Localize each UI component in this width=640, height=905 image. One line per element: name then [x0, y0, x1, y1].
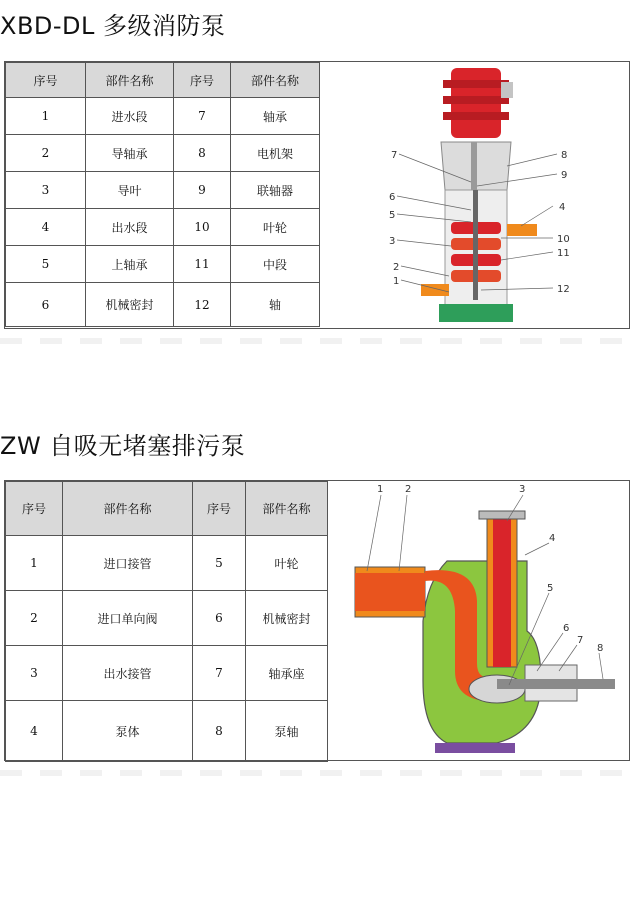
- callout-label: 2: [393, 262, 400, 273]
- outlet-pipe: [507, 224, 537, 236]
- table-row: [6, 646, 328, 701]
- header-cell: 序号: [174, 63, 231, 98]
- xbd-dl-pump-diagram: [321, 62, 629, 328]
- table-header-row: [6, 482, 328, 536]
- table-cell: 7: [174, 98, 231, 135]
- shaft: [473, 190, 478, 300]
- header-cell: 序号: [6, 63, 86, 98]
- table-cell: 3: [6, 172, 86, 209]
- table-cell: 机械密封: [86, 283, 174, 327]
- table-cell: 8: [174, 135, 231, 172]
- outlet-flow: [493, 517, 511, 667]
- motor-fin: [443, 96, 509, 104]
- scan-artifact: [0, 770, 640, 776]
- zw-parts-table: [5, 481, 328, 762]
- zw-parts-panel: [4, 480, 630, 761]
- table-row: [6, 135, 320, 172]
- zw-pump-diagram: [327, 481, 629, 760]
- section1-title: XBD-DL 多级消防泵: [0, 12, 226, 40]
- table-cell: 2: [6, 135, 86, 172]
- table-cell: 5: [193, 536, 246, 591]
- table-cell: 导轴承: [86, 135, 174, 172]
- table-cell: 7: [193, 646, 246, 701]
- table-row: [6, 536, 328, 591]
- table-cell: 12: [174, 283, 231, 327]
- pump-base: [435, 743, 515, 753]
- table-row: [6, 591, 328, 646]
- table-cell: 叶轮: [246, 536, 328, 591]
- inlet-flow: [355, 573, 425, 611]
- callout-label: 9: [561, 170, 568, 181]
- table-cell: 电机架: [231, 135, 320, 172]
- table-cell: 泵体: [63, 701, 193, 762]
- callout-label: 12: [557, 284, 570, 295]
- callout-label: 7: [577, 635, 584, 646]
- callout-label: 10: [557, 234, 570, 245]
- callout-label: 8: [561, 150, 568, 161]
- callout-label: 7: [391, 150, 398, 161]
- table-row: [6, 209, 320, 246]
- table-cell: 5: [6, 246, 86, 283]
- table-cell: 进口接管: [63, 536, 193, 591]
- table-cell: 轴承: [231, 98, 320, 135]
- table-cell: 9: [174, 172, 231, 209]
- table-cell: 出水段: [86, 209, 174, 246]
- motor-fin: [443, 80, 509, 88]
- header-cell: 部件名称: [63, 482, 193, 536]
- table-cell: 出水接管: [63, 646, 193, 701]
- table-cell: 1: [6, 98, 86, 135]
- pump-base: [439, 304, 513, 322]
- motor-fin: [443, 112, 509, 120]
- table-cell: 3: [6, 646, 63, 701]
- callout-label: 5: [547, 583, 554, 594]
- callout-label: 1: [393, 276, 400, 287]
- header-cell: 部件名称: [231, 63, 320, 98]
- table-cell: 10: [174, 209, 231, 246]
- callout-label: 3: [389, 236, 396, 247]
- table-row: [6, 172, 320, 209]
- outlet-flange: [479, 511, 525, 519]
- table-row: [6, 283, 320, 327]
- callout-label: 6: [563, 623, 570, 634]
- table-cell: 叶轮: [231, 209, 320, 246]
- table-cell: 轴: [231, 283, 320, 327]
- callout-label: 2: [405, 484, 412, 495]
- xbd-dl-parts-table: [5, 62, 320, 327]
- pump-shaft: [497, 679, 615, 689]
- table-cell: 泵轴: [246, 701, 328, 762]
- callout-label: 8: [597, 643, 604, 654]
- scan-artifact: [0, 338, 640, 344]
- junction-box: [501, 82, 513, 98]
- callout-label: 4: [549, 533, 556, 544]
- table-cell: 4: [6, 701, 63, 762]
- callout-label: 5: [389, 210, 396, 221]
- table-cell: 机械密封: [246, 591, 328, 646]
- callout-label: 3: [519, 484, 526, 495]
- callout-label: 1: [377, 484, 384, 495]
- table-cell: 上轴承: [86, 246, 174, 283]
- table-row: [6, 246, 320, 283]
- table-row: [6, 701, 328, 762]
- table-cell: 联轴器: [231, 172, 320, 209]
- table-cell: 6: [193, 591, 246, 646]
- table-cell: 6: [6, 283, 86, 327]
- table-cell: 4: [6, 209, 86, 246]
- table-cell: 8: [193, 701, 246, 762]
- callout-label: 6: [389, 192, 396, 203]
- section2-title: ZW 自吸无堵塞排污泵: [0, 432, 246, 460]
- callout-label: 4: [559, 202, 566, 213]
- xbd-dl-parts-panel: [4, 61, 630, 329]
- table-cell: 进口单向阀: [63, 591, 193, 646]
- header-cell: 序号: [6, 482, 63, 536]
- table-cell: 1: [6, 536, 63, 591]
- table-cell: 11: [174, 246, 231, 283]
- table-cell: 2: [6, 591, 63, 646]
- table-cell: 中段: [231, 246, 320, 283]
- table-row: [6, 98, 320, 135]
- table-cell: 进水段: [86, 98, 174, 135]
- header-cell: 序号: [193, 482, 246, 536]
- table-header-row: [6, 63, 320, 98]
- callout-label: 11: [557, 248, 570, 259]
- header-cell: 部件名称: [86, 63, 174, 98]
- table-cell: 导叶: [86, 172, 174, 209]
- header-cell: 部件名称: [246, 482, 328, 536]
- table-cell: 轴承座: [246, 646, 328, 701]
